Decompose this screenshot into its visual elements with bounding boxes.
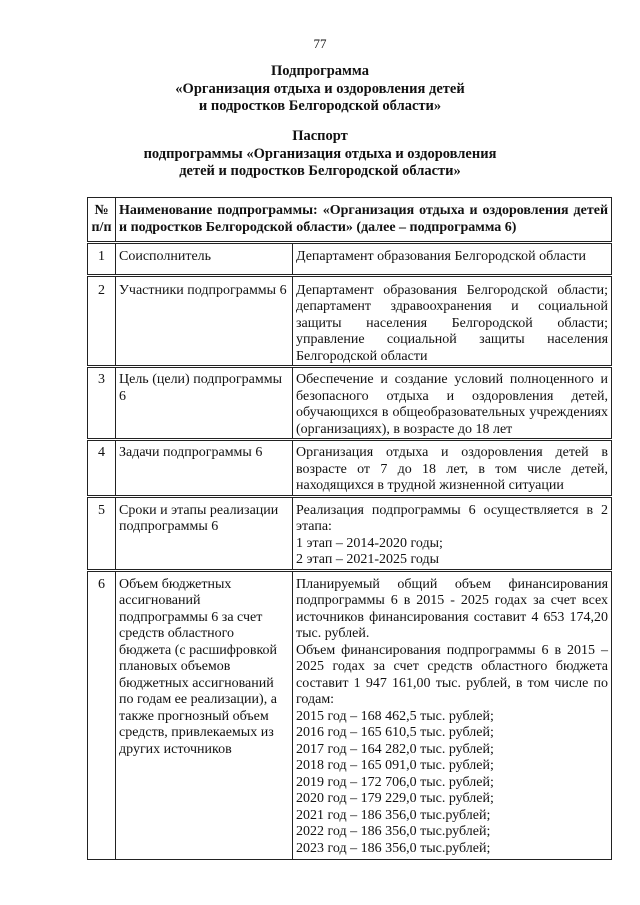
subprogram-title-line: и подростков Белгородской области» bbox=[198, 98, 442, 114]
year-amount: 2015 год – 168 462,5 тыс. рублей; bbox=[296, 708, 494, 724]
year-amount: 2019 год – 172 706,0 тыс. рублей; bbox=[296, 774, 494, 790]
row-number: 6 bbox=[88, 570, 116, 860]
row-number: 4 bbox=[88, 440, 116, 497]
row-name: Сроки и этапы реализации подпрограммы 6 bbox=[116, 496, 293, 570]
row-name: Соисполнитель bbox=[116, 243, 293, 276]
passport-title bbox=[0, 128, 640, 181]
table-row bbox=[88, 367, 612, 440]
row-value bbox=[293, 496, 612, 570]
header-number-cell: № п/п bbox=[88, 198, 116, 243]
table-row bbox=[88, 243, 612, 276]
table-row bbox=[88, 496, 612, 570]
table-row bbox=[88, 275, 612, 367]
table-header-row bbox=[88, 198, 612, 243]
stage-item: 1 этап – 2014-2020 годы; bbox=[296, 535, 443, 551]
subprogram-title-line: «Организация отдыха и оздоровления детей bbox=[175, 80, 465, 97]
year-amount: 2022 год – 186 356,0 тыс.рублей; bbox=[296, 824, 491, 839]
passport-title-line: Паспорт bbox=[292, 128, 348, 144]
year-amount: 2023 год – 186 356,0 тыс.рублей; bbox=[296, 840, 491, 856]
table-row bbox=[88, 570, 612, 860]
year-amount: 2017 год – 164 282,0 тыс. рублей; bbox=[296, 741, 494, 757]
row-number: 5 bbox=[88, 496, 116, 570]
row-name: Участники подпрограммы 6 bbox=[116, 275, 293, 367]
year-amount: 2021 год – 186 356,0 тыс.рублей; bbox=[296, 807, 491, 823]
row-name: Объем бюджетных ассигнований подпрограммы 6 за счет средств областного бюджета (с расшифровкой плановых объемов бюджетных ассигнований по годам ее реализации), а также прогнозный объем средств, привлекаемых из других источников bbox=[116, 570, 293, 860]
financing-total: Планируемый общий объем финансирования подпрограммы 6 в 2015 - 2025 годах за счет всех источников финансирования составит 4 653 174,20 тыс. рублей. bbox=[296, 576, 609, 641]
year-amount: 2020 год – 179 229,0 тыс. рублей; bbox=[296, 791, 494, 806]
row-number: 1 bbox=[88, 243, 116, 276]
row-value: Обеспечение и создание условий полноценного и безопасного отдыха и оздоровления детей, обучающихся в общеобразовательных учреждениях (организациях), в возрасте до 18 лет bbox=[293, 367, 612, 440]
passport-title-line: подпрограммы «Организация отдыха и оздоровления bbox=[143, 145, 497, 162]
header-name-cell: Наименование подпрограммы: «Организация отдыха и оздоровления детей и подростков Белгородской области» (далее – подпрограмма 6) bbox=[116, 198, 612, 243]
passport-table bbox=[87, 197, 612, 860]
stages-intro: Реализация подпрограммы 6 осуществляется в 2 этапа: bbox=[296, 502, 609, 534]
row-value: Департамент образования Белгородской области bbox=[293, 243, 612, 276]
row-number: 2 bbox=[88, 275, 116, 367]
subprogram-title bbox=[0, 63, 640, 116]
row-name: Задачи подпрограммы 6 bbox=[116, 440, 293, 497]
stage-item: 2 этап – 2021-2025 годы bbox=[296, 552, 440, 567]
row-value bbox=[293, 570, 612, 860]
year-amount: 2018 год – 165 091,0 тыс. рублей; bbox=[296, 758, 494, 773]
row-value: Департамент образования Белгородской области; департамент здравоохранения и социальной защиты населения Белгородской области; управление социальной защиты населения Белгородской области bbox=[293, 275, 612, 367]
page-number: 77 bbox=[313, 36, 327, 51]
financing-regional: Объем финансирования подпрограммы 6 в 2015 – 2025 годах за счет средств областного бюджета составит 1 947 161,00 тыс. рублей, в том числе по годам: bbox=[296, 642, 609, 707]
row-number: 3 bbox=[88, 367, 116, 440]
subprogram-title-line: Подпрограмма bbox=[271, 63, 369, 79]
row-value: Организация отдыха и оздоровления детей в возрасте от 7 до 18 лет, в том числе детей, находящихся в трудной жизненной ситуации bbox=[293, 440, 612, 497]
passport-title-line: детей и подростков Белгородской области» bbox=[179, 163, 461, 179]
row-name: Цель (цели) подпрограммы 6 bbox=[116, 367, 293, 440]
table-row bbox=[88, 440, 612, 497]
year-amount: 2016 год – 165 610,5 тыс. рублей; bbox=[296, 725, 494, 740]
